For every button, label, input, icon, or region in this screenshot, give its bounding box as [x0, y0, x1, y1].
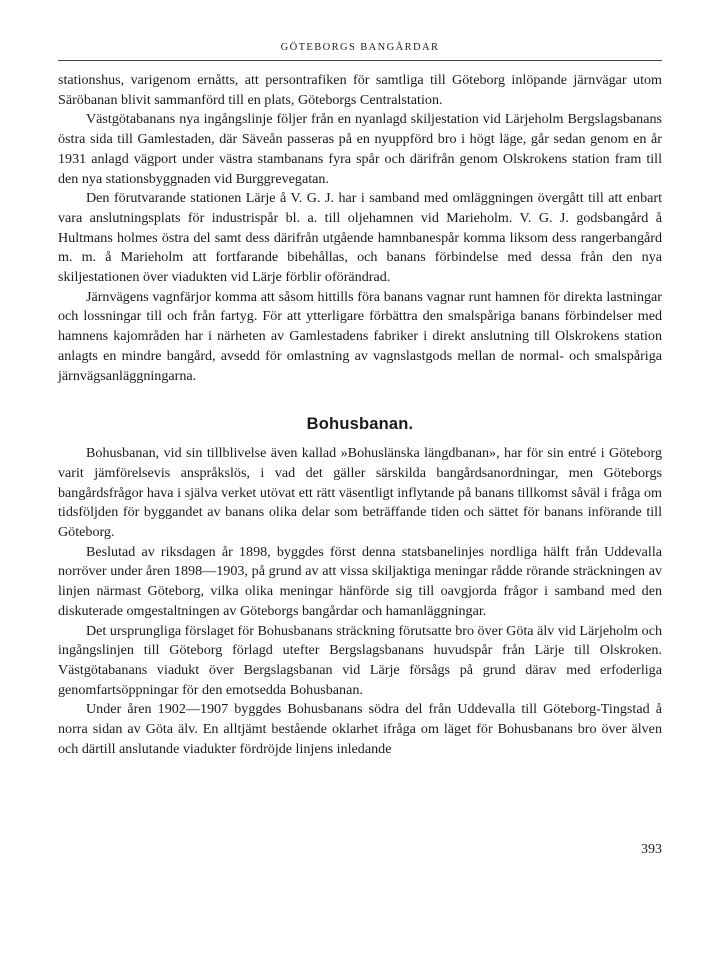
paragraph: Beslutad av riksdagen år 1898, byggdes först denna statsbanelinjes nordliga hälft från Uddevalla norröver under åren 1898—1903, på grund av att vissa skiljaktiga meningar rådde rörande sträckningen av linjen närmast Göteborg, vilka olika meningar hänförde sig till oavgjorda frågor i samband med den diskuterade omgestaltningen av Göteborgs bangårdar och hamanläggningar. — [58, 543, 662, 619]
paragraph: Västgötabanans nya ingångslinje följer från en nyanlagd skiljestation vid Lärjeholm Bergslagsbanans östra sida till Gamlestaden, där Säveån passeras på en nyuppförd bro i högt läge, går sedan genom en år 1931 anlagd vägport under västra stambanans fyra spår och därifrån genom Olskrokens station fram till den nya stationsbyggnaden vid Burggrevegatan. — [58, 111, 662, 187]
paragraph: Bohusbanan, vid sin tillblivelse även kallad »Bohuslänska längdbanan», har för sin entré i Göteborg varit jämförelsevis anspråkslös, i vad det gäller särskilda bangårdsanordningar, men Göteborgs bangårdsfrågor hava i själva verket utövat ett rätt väsentligt inflytande på banans tillkomst såväl i fråga om tidsföljden för byggandet av banans olika delar som beträffande tiden och sättet för banans införande till Göteborg. — [58, 445, 662, 541]
section-heading: Bohusbanan. — [306, 415, 414, 434]
paragraph: Järnvägens vagnfärjor komma att såsom hittills föra banans vagnar runt hamnen för direkta lastningar och lossningar till och från fartyg. För att ytterligare förbättra den smalspåriga banans förbindelser med hamnens kajområden har i närheten av Gamlestadens fabriker i direkt anslutning till Olskrokens station anlagts en mindre bangård, avsedd för omlastning av vagnslastgods mellan de normal- och smalspåriga järnvägsanläggningarna. — [58, 288, 662, 384]
paragraph: stationshus, varigenom ernåtts, att persontrafiken för samtliga till Göteborg inlöpande järnvägar utom Säröbanan blivit sammanförd till en plats, Göteborgs Centralstation. — [58, 72, 662, 108]
text-body — [58, 71, 662, 760]
paragraph: Det ursprungliga förslaget för Bohusbanans sträckning förutsatte bro över Göta älv vid Lärjeholm och ingångslinjen till Göteborg förlagd utefter Bergslagsbanans huvudspår från Lärje till Olskroken. Västgötabanans viadukt över Bergslagsbanan vid Lärje försågs på grund därav med erfoderliga genomfartsöppningar för den emotsedda Bohusbanan. — [58, 622, 662, 698]
running-header: GÖTEBORGS BANGÅRDAR — [280, 42, 440, 53]
paragraph: Under åren 1902—1907 byggdes Bohusbanans södra del från Uddevalla till Göteborg-Tingstad å norra sidan av Göta älv. En alltjämt bestående oklarhet ifråga om läget för Bohusbanans bro över älven och därtill anslutande viadukter fördröjde linjens inledande — [58, 701, 662, 757]
page-number: 393 — [641, 842, 662, 857]
paragraph: Den förutvarande stationen Lärje å V. G. J. har i samband med omläggningen övergått till att enbart vara anslutningsplats för industrispår bl. a. till oljehamnen vid Marieholm. V. G. J. godsbangård å Hultmans holmes östra del samt dess därifrån utgående hamnbanespår komma liksom dess rangerbangård m. m. å Marieholm att fortfarande bibehållas, och banans förbindelse med dessa från den nya skiljestationen över viadukten vid Lärje förblir oförändrad. — [58, 190, 662, 286]
header-rule — [58, 60, 662, 61]
